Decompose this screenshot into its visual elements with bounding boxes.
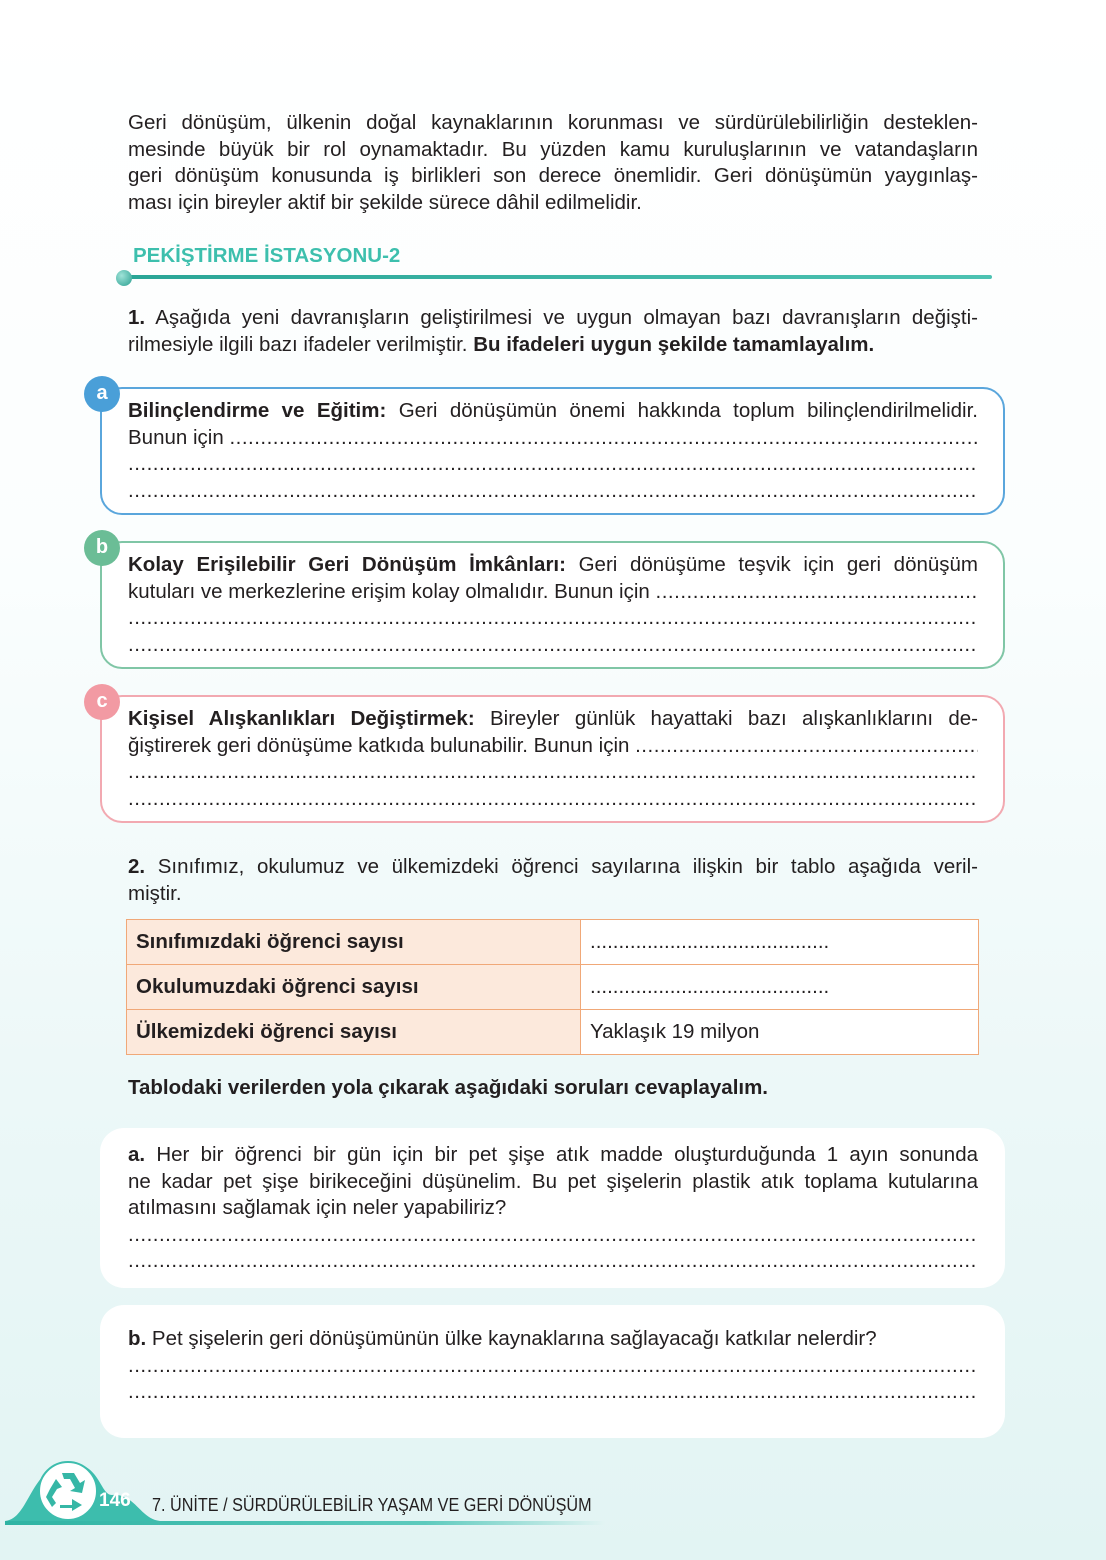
question-instruction: Bu ifadeleri uygun şekilde tamamlayalım. — [473, 332, 875, 356]
question-text: miştir. — [128, 881, 182, 905]
row-value[interactable]: .......................................... — [581, 965, 979, 1010]
sub-question-text: Her bir öğrenci bir gün için bir pet şişe atık madde oluşturduğunda 1 ayın sonunda — [156, 1143, 978, 1166]
item-text: Geri dönüşümün önemi hakkında toplum bilinçlendirilmelidir. — [398, 399, 978, 422]
divider-ball — [116, 270, 132, 286]
sub-question-text: Pet şişelerin geri dönüşümünün ülke kaynaklarına sağlayacağı katkılar nelerdir? — [151, 1327, 877, 1350]
badge-c: c — [84, 684, 120, 720]
table-row — [127, 1010, 979, 1055]
section-divider — [120, 275, 992, 279]
question-text: Aşağıda yeni davranışların geliştirilmesi ve uygun olmayan bazı davranışların değişti- — [155, 306, 978, 329]
item-title: Kolay Erişilebilir Geri Dönüşüm İmkânları: — [128, 553, 566, 576]
answer-line[interactable] — [128, 478, 978, 505]
recycle-icon — [42, 1467, 94, 1517]
intro-paragraph — [128, 110, 978, 216]
question-2 — [128, 854, 978, 907]
sub-question-a — [128, 1142, 978, 1275]
student-count-table — [126, 919, 979, 1055]
section-title: PEKİŞTİRME İSTASYONU-2 — [133, 244, 401, 267]
page-number: 146 — [99, 1490, 131, 1511]
unit-title: 7. ÜNİTE / SÜRDÜRÜLEBİLİR YAŞAM VE GERİ DÖNÜŞÜM — [152, 1495, 592, 1515]
answer-line[interactable] — [128, 451, 978, 478]
table-instruction: Tablodaki verilerden yola çıkarak aşağıdaki soruları cevaplayalım. — [128, 1076, 769, 1099]
sub-question-label: b. — [128, 1327, 147, 1350]
sub-question-b — [128, 1326, 978, 1406]
badge-a: a — [84, 376, 120, 412]
answer-line[interactable] — [128, 1353, 978, 1380]
row-label: Sınıfımızdaki öğrenci sayısı — [127, 920, 581, 965]
item-a — [128, 398, 978, 504]
intro-line: geri dönüşüm konusunda iş birlikleri son derece önemlidir. Geri dönüşümün yaygınlaş- — [128, 164, 978, 187]
answer-line[interactable] — [128, 632, 978, 659]
sub-question-text: ne kadar pet şişe birikeceğini düşünelim. Bu pet şişelerin plastik atık toplama kutularına — [128, 1169, 978, 1193]
question-text: Sınıfımız, okulumuz ve ülkemizdeki öğrenci sayılarına ilişkin bir tablo aşağıda veril- — [157, 855, 978, 878]
answer-line[interactable] — [229, 425, 978, 452]
row-label: Ülkemizdeki öğrenci sayısı — [127, 1010, 581, 1055]
intro-line: ması için bireyler aktif bir şekilde sürece dâhil edilmelidir. — [128, 190, 642, 214]
item-text: Bireyler günlük hayattaki bazı alışkanlıklarını de- — [490, 707, 978, 730]
table-row — [127, 965, 979, 1010]
answer-line[interactable] — [128, 759, 978, 786]
item-c — [128, 706, 978, 812]
question-1 — [128, 305, 978, 358]
row-value: Yaklaşık 19 milyon — [581, 1010, 979, 1055]
answer-line[interactable] — [128, 1222, 978, 1249]
sub-question-label: a. — [128, 1143, 146, 1166]
item-text: Bunun için — [128, 425, 224, 449]
item-text: kutuları ve merkezlerine erişim kolay olmalıdır. Bunun için — [128, 579, 650, 603]
answer-line[interactable] — [656, 579, 978, 606]
question-number: 1. — [128, 306, 146, 329]
item-title: Kişisel Alışkanlıkları Değiştirmek: — [128, 707, 475, 730]
intro-line: mesinde büyük bir rol oynamaktadır. Bu yüzden kamu kuruluşlarının ve vatandaşların — [128, 137, 978, 161]
table-row — [127, 920, 979, 965]
answer-line[interactable] — [128, 1248, 978, 1275]
item-text: Geri dönüşüme teşvik için geri dönüşüm — [578, 553, 978, 576]
answer-line[interactable] — [635, 733, 978, 760]
badge-b: b — [84, 530, 120, 566]
answer-line[interactable] — [128, 786, 978, 813]
question-text: rilmesiyle ilgili bazı ifadeler verilmiştir. — [128, 332, 468, 356]
answer-line[interactable] — [128, 605, 978, 632]
answer-line[interactable] — [128, 1379, 978, 1406]
item-title: Bilinçlendirme ve Eğitim: — [128, 399, 387, 422]
intro-line: Geri dönüşüm, ülkenin doğal kaynaklarının korunması ve sürdürülebilirliğin desteklen- — [128, 111, 978, 134]
question-number: 2. — [128, 855, 146, 878]
sub-question-text: atılmasını sağlamak için neler yapabiliriz? — [128, 1196, 507, 1219]
item-b — [128, 552, 978, 658]
row-label: Okulumuzdaki öğrenci sayısı — [127, 965, 581, 1010]
item-text: ğiştirerek geri dönüşüme katkıda bulunabilir. Bunun için — [128, 733, 630, 757]
row-value[interactable]: .......................................... — [581, 920, 979, 965]
